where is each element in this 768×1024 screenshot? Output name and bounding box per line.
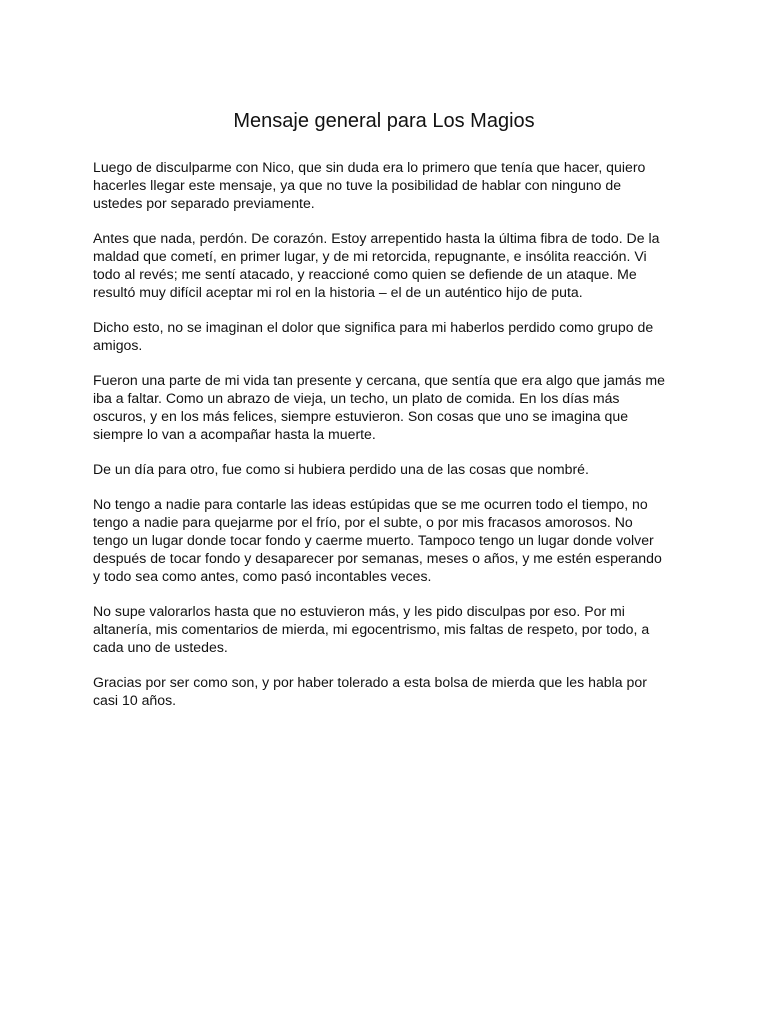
text-line: ustedes por separado previamente. — [93, 195, 315, 211]
text-line: amigos. — [93, 337, 143, 353]
paragraph-5 — [93, 460, 683, 478]
text-line: Antes que nada, perdón. De corazón. Estoy arrepentido hasta la última fibra de todo. De la — [93, 230, 660, 246]
text-line: y todo sea como antes, como pasó incontables veces. — [93, 568, 432, 584]
text-line: tengo a nadie para quejarme por el frío, por el subte, o por mis fracasos amorosos. No — [93, 514, 633, 530]
text-line: hacerles llegar este mensaje, ya que no tuve la posibilidad de hablar con ninguno de — [93, 177, 622, 193]
text-line: después de tocar fondo y desaparecer por semanas, meses o años, y me estén esperando — [93, 550, 662, 566]
text-line: No tengo a nadie para contarle las ideas estúpidas que se me ocurren todo el tiempo, no — [93, 496, 648, 512]
text-line: Luego de disculparme con Nico, que sin duda era lo primero que tenía que hacer, quiero — [93, 159, 646, 175]
text-line: cada uno de ustedes. — [93, 639, 228, 655]
paragraph-1 — [93, 158, 683, 212]
text-line: Dicho esto, no se imaginan el dolor que significa para mi haberlos perdido como grupo de — [93, 319, 654, 335]
paragraph-6 — [93, 495, 683, 585]
document-title: Mensaje general para Los Magios — [233, 110, 535, 132]
text-line: siempre lo van a acompañar hasta la muerte. — [93, 426, 376, 442]
paragraph-7 — [93, 602, 683, 656]
text-line: resultó muy difícil aceptar mi rol en la historia – el de un auténtico hijo de puta. — [93, 284, 583, 300]
text-line: maldad que cometí, en primer lugar, y de mi retorcida, repugnante, e insólita reacción. Vi — [93, 248, 647, 264]
paragraph-8 — [93, 673, 683, 709]
text-line: tengo un lugar donde tocar fondo y caerme muerto. Tampoco tengo un lugar donde volver — [93, 532, 654, 548]
paragraph-2 — [93, 229, 683, 301]
text-line: De un día para otro, fue como si hubiera perdido una de las cosas que nombré. — [93, 461, 589, 477]
text-line: todo al revés; me sentí atacado, y reaccioné como quien se defiende de un ataque. Me — [93, 266, 637, 282]
text-line: iba a faltar. Como un abrazo de vieja, un techo, un plato de comida. En los días más — [93, 390, 620, 406]
text-line: casi 10 años. — [93, 692, 177, 708]
text-line: No supe valorarlos hasta que no estuvieron más, y les pido disculpas por eso. Por mi — [93, 603, 625, 619]
paragraph-4 — [93, 371, 683, 443]
text-line: Fueron una parte de mi vida tan presente y cercana, que sentía que era algo que jamás me — [93, 372, 665, 388]
document-body — [93, 158, 683, 726]
text-line: oscuros, y en los más felices, siempre estuvieron. Son cosas que uno se imagina que — [93, 408, 629, 424]
text-line: altanería, mis comentarios de mierda, mi egocentrismo, mis faltas de respeto, por todo, a — [93, 621, 650, 637]
text-line: Gracias por ser como son, y por haber tolerado a esta bolsa de mierda que les habla por — [93, 674, 647, 690]
paragraph-3 — [93, 318, 683, 354]
